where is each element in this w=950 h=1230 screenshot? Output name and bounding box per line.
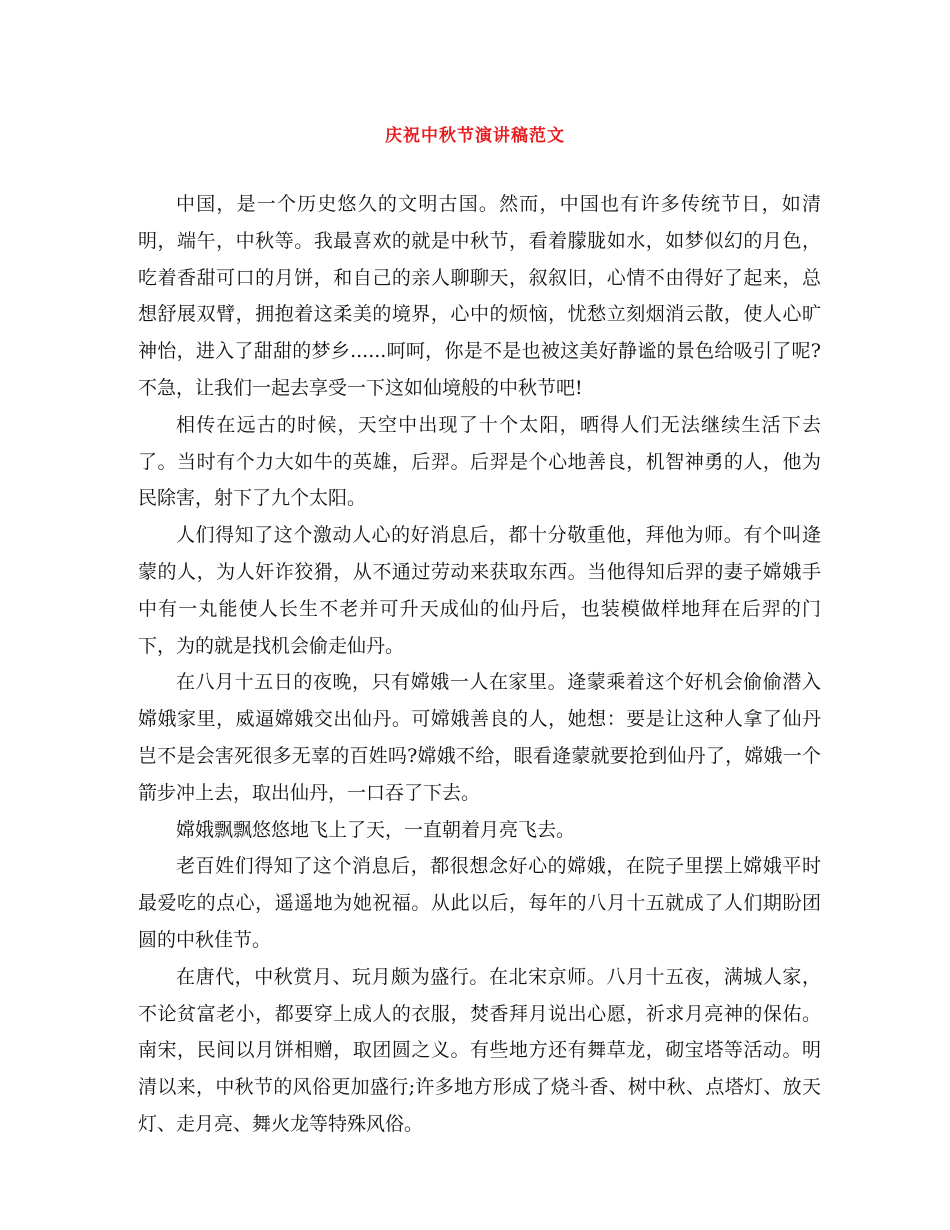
paragraph-7: 在唐代，中秋赏月、玩月颇为盛行。在北宋京师。八月十五夜，满城人家，不论贫富老小，都要穿上成人的衣服，焚香拜月说出心愿，祈求月亮神的保佑。南宋，民间以月饼相赠，取团圆之义。有些地方还有舞草龙，砌宝塔等活动。明清以来，中秋节的风俗更加盛行;许多地方形成了烧斗香、树中秋、点塔灯、放天灯、走月亮、舞火龙等特殊风俗。	[138, 965, 821, 1135]
paragraph-4: 在八月十五日的夜晚，只有嫦娥一人在家里。逄蒙乘着这个好机会偷偷潜入嫦娥家里，威逼嫦娥交出仙丹。可嫦娥善良的人，她想：要是让这种人拿了仙丹岂不是会害死很多无辜的百姓吗?嫦娥不给，眼看逄蒙就要抢到仙丹了，嫦娥一个箭步冲上去，取出仙丹，一口吞了下去。	[138, 671, 821, 804]
paragraph-6: 老百姓们得知了这个消息后，都很想念好心的嫦娥，在院子里摆上嫦娥平时最爱吃的点心，遥遥地为她祝福。从此以后，每年的八月十五就成了人们期盼团圆的中秋佳节。	[138, 855, 821, 951]
paragraph-3: 人们得知了这个激动人心的好消息后，都十分敬重他，拜他为师。有个叫逄蒙的人，为人奸诈狡猾，从不通过劳动来获取东西。当他得知后羿的妻子嫦娥手中有一丸能使人长生不老并可升天成仙的仙丹后，也装模做样地拜在后羿的门下，为的就是找机会偷走仙丹。	[138, 524, 821, 657]
paragraph-5: 嫦娥飘飘悠悠地飞上了天，一直朝着月亮飞去。	[176, 818, 576, 841]
paragraph-1: 中国，是一个历史悠久的文明古国。然而，中国也有许多传统节日，如清明，端午，中秋等。我最喜欢的就是中秋节，看着朦胧如水，如梦似幻的月色，吃着香甜可口的月饼，和自己的亲人聊聊天，叙叙旧，心情不由得好了起来，总想舒展双臂，拥抱着这柔美的境界，心中的烦恼，忧愁立刻烟消云散，使人心旷神怡，进入了甜甜的梦乡......呵呵，你是不是也被这美好静谧的景色给吸引了呢?不急，让我们一起去享受一下这如仙境般的中秋节吧!	[138, 193, 821, 399]
document-title: 庆祝中秋节演讲稿范文	[385, 126, 565, 146]
document-body	[138, 186, 821, 1143]
paragraph-2: 相传在远古的时候，天空中出现了十个太阳，晒得人们无法继续生活下去了。当时有个力大如牛的英雄，后羿。后羿是个心地善良，机智神勇的人，他为民除害，射下了九个太阳。	[138, 413, 821, 510]
